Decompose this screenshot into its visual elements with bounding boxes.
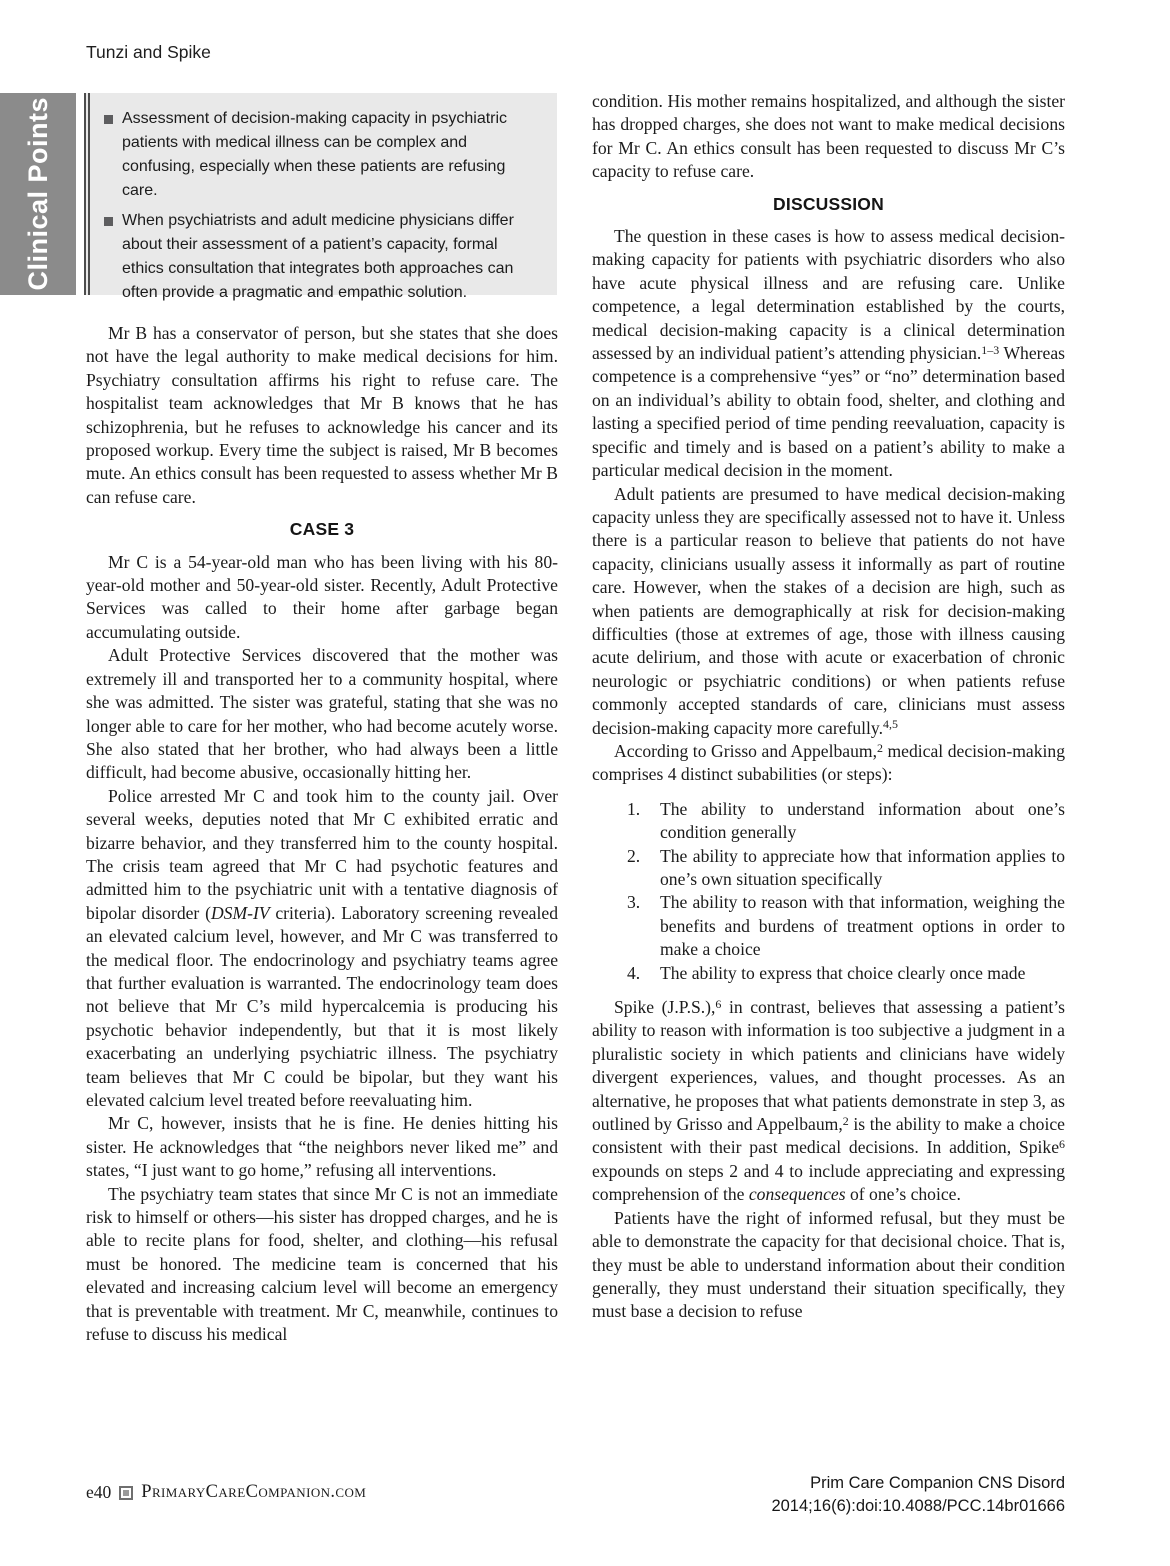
list-item-number: 4. xyxy=(627,962,641,983)
paragraph: Adult patients are presumed to have medical decision-making capacity unless they are specifically assessed not to have it. Unless there is a particular reason to believe that patients do not have capacity, clinicians usually assess it informally as part of routine care. However, when the stakes of a decision are high, such as when patients are demographically at risk for decision-making difficulties (those at extremes of age, those with illness causing acute delirium, and those with acute or exacerbation of chronic neurologic or psychiatric conditions) or when patients refuse commonly accepted standards of care, clinicians must assess decision-making capacity more carefully.$^{4,5}$ xyxy=(592,483,1065,738)
footer-left xyxy=(86,1482,366,1503)
clinical-point-text: When psychiatrists and adult medicine physicians differ about their assessment of a patient’s capacity, formal ethics consultation that integrates both approaches can often provide a pragmatic and empathic solution. xyxy=(122,212,514,301)
clinical-points-body xyxy=(84,93,557,301)
list-item-text: The ability to appreciate how that information applies to one’s own situation specifically xyxy=(660,845,1065,889)
journal-name: Prim Care Companion CNS Disord xyxy=(810,1474,1065,1492)
list-item xyxy=(627,962,1065,985)
page-number: e40 xyxy=(86,1482,112,1502)
clinical-point-text: Assessment of decision-making capacity in psychiatric patients with medical illness can be complex and confusing, especially when these patients are refusing care. xyxy=(122,110,508,199)
right-column xyxy=(592,90,1065,1324)
paragraph: The psychiatry team states that since Mr C is not an immediate risk to himself or others—his sister has dropped charges, and he is able to recite plans for food, shelter, and clothing—his refusal must be honored. The medicine team is concerned that his elevated and increasing calcium level will become an emergency that is preventable with treatment. Mr C, meanwhile, continues to refuse to discuss his medical xyxy=(86,1183,558,1345)
clinical-point-item xyxy=(104,209,535,305)
list-item-number: 2. xyxy=(627,845,641,866)
discussion-heading: DISCUSSION xyxy=(773,193,884,214)
paragraph: Spike (J.P.S.),$^6$ in contrast, believes that assessing a patient’s ability to reason with information is too subjective a judgment in a pluralistic society in which patients and clinicians have widely divergent experiences, values, and thought processes. As an alternative, he proposes that what patients demonstrate in step 3, as outlined by Grisso and Appelbaum,$^2$ is the ability to make a choice consistent with their past medical decisions. In addition, Spike$^6$ expounds on steps 2 and 4 to include appreciating and expressing comprehension of the consequences of one’s choice. xyxy=(592,996,1065,1205)
list-item xyxy=(627,798,1065,845)
left-column xyxy=(86,322,558,1346)
journal-site-name: PrimaryCareCompanion.com xyxy=(141,1482,367,1502)
list-item-text: The ability to express that choice clearly once made xyxy=(660,962,1026,983)
paragraph: Mr B has a conservator of person, but she states that she does not have the legal authority to make medical decisions for him. Psychiatry consultation affirms his right to refuse care. The hospitalist team acknowledges that Mr B knows that he has schizophrenia, but he refuses to acknowledge his cancer and its proposed workup. Every time the subject is raised, Mr B becomes mute. An ethics consult has been requested to assess whether Mr B can refuse care. xyxy=(86,323,558,507)
list-item-number: 1. xyxy=(627,798,641,819)
footer-right xyxy=(771,1472,1065,1517)
list-item-text: The ability to reason with that information, weighing the benefits and burdens of treatment options in order to make a choice xyxy=(660,892,1065,960)
subabilities-list xyxy=(592,798,1065,985)
list-item xyxy=(627,891,1065,961)
paragraph: Mr C, however, insists that he is fine. He denies hitting his sister. He acknowledges that “the neighbors never liked me” and states, “I just want to go home,” refusing all interventions. xyxy=(86,1113,558,1181)
paragraph: Adult Protective Services discovered that the mother was extremely ill and transported her to a community hospital, where she was admitted. The sister was grateful, stating that she was no longer able to care for her mother, who had become acutely worse. She also stated that her brother, who had always been a little difficult, had become abusive, occasionally hitting her. xyxy=(86,645,558,783)
clinical-points-label: Clinical Points xyxy=(22,97,53,291)
journal-square-icon xyxy=(119,1486,133,1500)
clinical-point-item xyxy=(104,107,535,203)
running-head: Tunzi and Spike xyxy=(86,42,211,62)
paragraph: According to Grisso and Appelbaum,$^2$ medical decision-making comprises 4 distinct subabilities (or steps): xyxy=(592,740,1065,785)
list-item xyxy=(627,845,1065,892)
case-3-heading: CASE 3 xyxy=(289,519,355,540)
paragraph: The question in these cases is how to assess medical decision-making capacity for patients with psychiatric disorders who also have acute physical illness and are refusing care. Unlike competence, a legal determination established by the courts, medical decision-making capacity is a clinical determination assessed by an individual patient’s attending physician.$^{1-3}$ Whereas competence is a comprehensive “yes” or “no” determination based on an individual’s ability to obtain food, shelter, and clothing and lasting a specified period of time pending reevaluation, capacity is specific and timely and is based on a patient’s ability to make a particular medical decision in the moment. xyxy=(592,226,1065,481)
clinical-points-gap xyxy=(76,93,84,295)
clinical-points-list xyxy=(104,107,535,305)
list-item-number: 3. xyxy=(627,892,641,913)
list-item-text: The ability to understand information about one’s condition generally xyxy=(660,798,1065,843)
paragraph: condition. His mother remains hospitalized, and although the sister has dropped charges, she does not want to make medical decisions for Mr C. An ethics consult has been requested to discuss Mr C’s capacity to refuse care. xyxy=(592,91,1065,182)
citation-doi: 2014;16(6):doi:10.4088/PCC.14br01666 xyxy=(771,1496,1065,1515)
paragraph: Police arrested Mr C and took him to the county jail. Over several weeks, deputies noted that Mr C exhibited erratic and bizarre behavior, and they transferred him to the county hospital. The crisis team agreed that Mr C had psychotic features and admitted him to the psychiatric unit with a tentative diagnosis of bipolar disorder (DSM-IV criteria). Laboratory screening revealed an elevated calcium level, however, and Mr C was transferred to the medical floor. The endocrinology and psychiatry teams agree that further evaluation is warranted. The endocrinology team does not believe that Mr C’s mild hypercalcemia is producing his psychotic behavior independently, but that it is most likely exacerbating an underlying psychiatric illness. The psychiatry team believes that Mr C could be bipolar, but they want his elevated calcium level treated before reevaluating him. xyxy=(86,785,558,1110)
clinical-points-box xyxy=(0,93,557,301)
clinical-points-strip xyxy=(0,93,76,295)
paragraph: Patients have the right of informed refusal, but they must be able to demonstrate the capacity for that decisional choice. That is, they must be able to understand information about their condition generally, they must understand their situation specifically, they must base a decision to refuse xyxy=(592,1207,1065,1322)
bullet-square-icon xyxy=(104,217,113,226)
paragraph: Mr C is a 54-year-old man who has been living with his 80-year-old mother and 50-year-old sister. Recently, Adult Protective Services was called to their home after garbage began accumulating outside. xyxy=(86,551,558,642)
bullet-square-icon xyxy=(104,115,113,124)
